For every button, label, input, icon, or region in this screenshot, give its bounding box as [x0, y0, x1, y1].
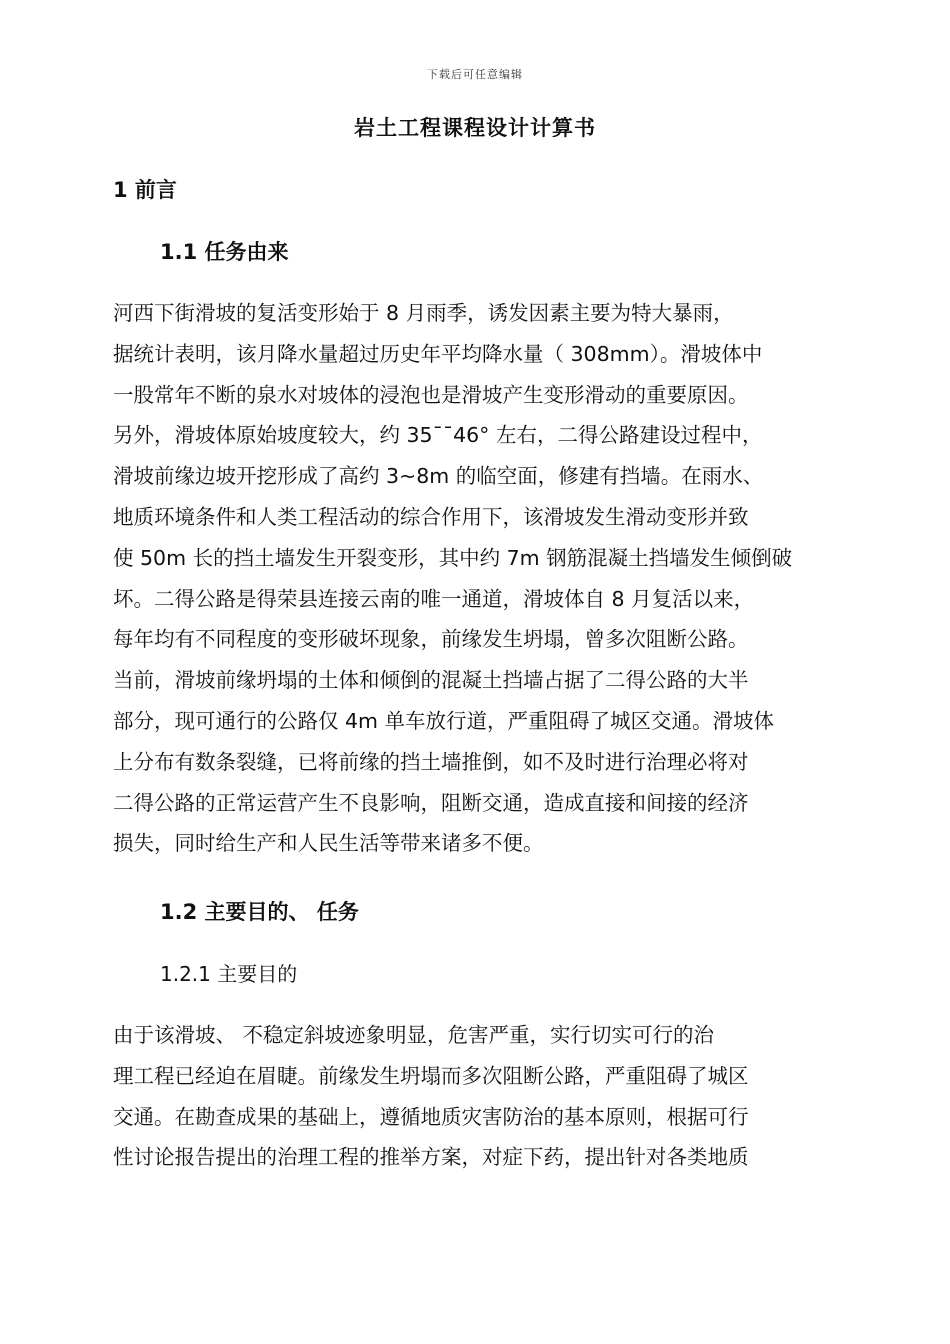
- text-line: 另外，滑坡体原始坡度较大，约 35¯¯46° 左右，二得公路建设过程中，: [113, 423, 763, 448]
- text-line: 性讨论报告提出的治理工程的推举方案，对症下药，提出针对各类地质: [113, 1145, 749, 1170]
- text-line: 坏。二得公路是得荣县连接云南的唯一通道，滑坡体自 8 月复活以来，: [113, 586, 755, 611]
- text-line: 据统计表明，该月降水量超过历史年平均降水量（ 308mm）。滑坡体中: [113, 341, 763, 366]
- text-line: 地质环境条件和人类工程活动的综合作用下，该滑坡发生滑动变形并致: [113, 504, 749, 529]
- paragraph-task-origin: [113, 293, 858, 864]
- header-note: 下载后可任意编辑: [427, 68, 523, 81]
- section-heading-1: 1 前言: [113, 178, 177, 202]
- text-line: 交通。在勘查成果的基础上，遵循地质灾害防治的基本原则，根据可行: [113, 1104, 749, 1129]
- text-line: 由于该滑坡、 不稳定斜坡迹象明显，危害严重，实行切实可行的治: [113, 1023, 715, 1047]
- text-line: 上分布有数条裂缝，已将前缘的挡土墙推倒，如不及时进行治理必将对: [113, 749, 749, 774]
- text-line: 理工程已经迫在眉睫。前缘发生坍塌而多次阻断公路，严重阻碍了城区: [113, 1063, 749, 1088]
- document-title: 岩土工程课程设计计算书: [354, 116, 596, 140]
- section-heading-1-2-1: 1.2.1 主要目的: [160, 962, 298, 986]
- text-line: 部分，现可通行的公路仅 4m 单车放行道，严重阻碍了城区交通。滑坡体: [113, 708, 775, 733]
- text-line: 河西下街滑坡的复活变形始于 8 月雨季，诱发因素主要为特大暴雨，: [113, 301, 734, 325]
- paragraph-main-purpose: [113, 1015, 858, 1178]
- section-heading-1-1: 1.1 任务由来: [160, 240, 289, 264]
- text-line: 一股常年不断的泉水对坡体的浸泡也是滑坡产生变形滑动的重要原因。: [113, 382, 749, 407]
- text-line: 每年均有不同程度的变形破坏现象，前缘发生坍塌，曾多次阻断公路。: [113, 627, 749, 652]
- text-line: 滑坡前缘边坡开挖形成了高约 3~8m 的临空面，修建有挡墙。在雨水、: [113, 464, 764, 489]
- text-line: 损失，同时给生产和人民生活等带来诸多不便。: [113, 831, 544, 856]
- text-line: 当前，滑坡前缘坍塌的土体和倾倒的混凝土挡墙占据了二得公路的大半: [113, 668, 749, 693]
- section-heading-1-2: 1.2 主要目的、 任务: [160, 900, 359, 924]
- text-line: 使 50m 长的挡土墙发生开裂变形，其中约 7m 钢筋混凝土挡墙发生倾倒破: [113, 545, 793, 570]
- text-line: 二得公路的正常运营产生不良影响，阻断交通，造成直接和间接的经济: [113, 790, 749, 815]
